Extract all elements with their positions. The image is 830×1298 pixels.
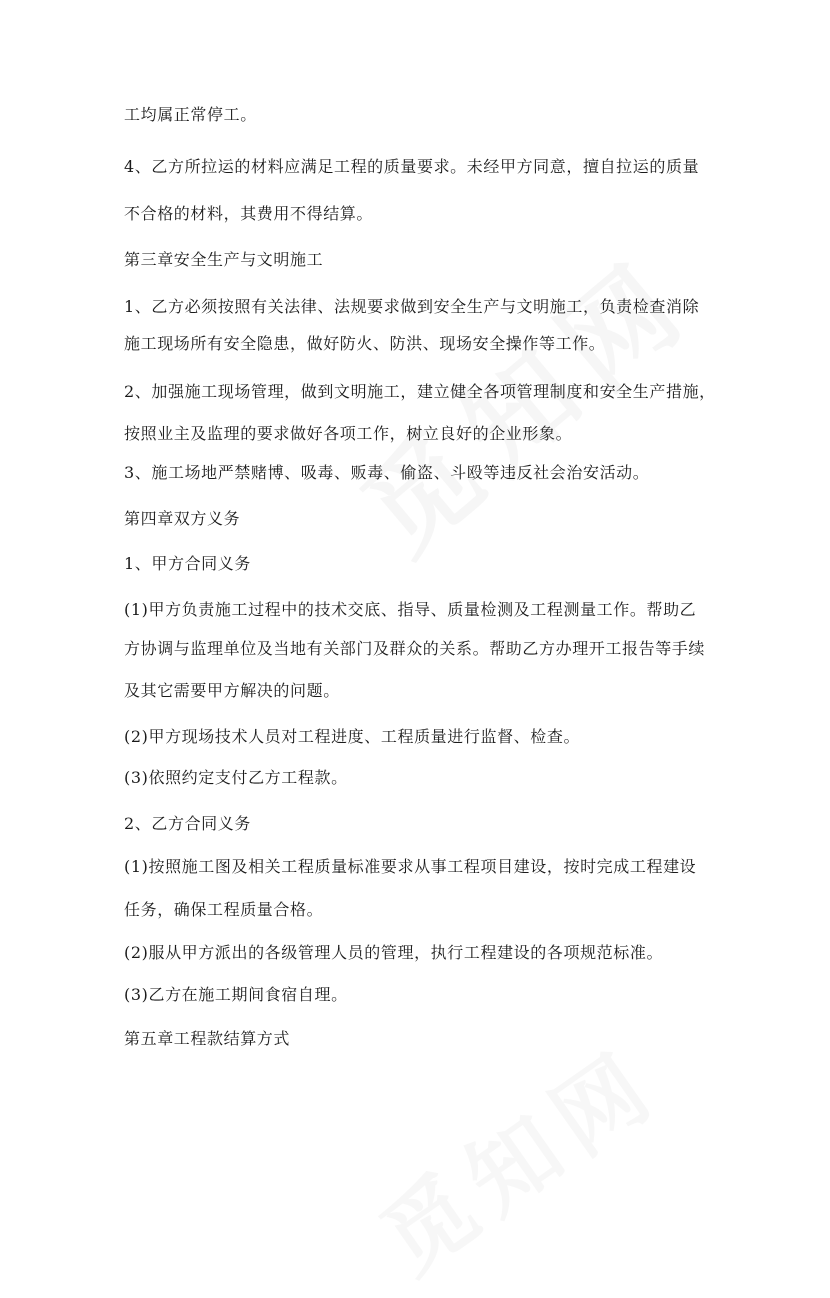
text-line: 及其它需要甲方解决的问题。 [124, 681, 340, 700]
text-line: 按照业主及监理的要求做好各项工作，树立良好的企业形象。 [124, 424, 573, 443]
chapter-heading: 第四章双方义务 [124, 509, 241, 528]
text-line: 不合格的材料，其费用不得结算。 [124, 204, 374, 223]
text-line: 施工现场所有安全隐患，做好防火、防洪、现场安全操作等工作。 [124, 334, 606, 353]
section-heading: 2、乙方合同义务 [124, 814, 251, 833]
text-line: (1)按照施工图及相关工程质量标准要求从事工程项目建设，按时完成工程建设 [124, 857, 697, 876]
text-line: 1、乙方必须按照有关法律、法规要求做到安全生产与文明施工，负责检查消除 [124, 297, 700, 316]
section-heading: 1、甲方合同义务 [124, 554, 251, 573]
text-line: (3)依照约定支付乙方工程款。 [124, 768, 348, 787]
text-line: 3、施工场地严禁赌博、吸毒、贩毒、偷盗、斗殴等违反社会治安活动。 [124, 463, 650, 482]
text-line: (2)服从甲方派出的各级管理人员的管理，执行工程建设的各项规范标准。 [124, 943, 664, 962]
text-line: 2、加强施工现场管理，做到文明施工，建立健全各项管理制度和安全生产措施， [124, 382, 716, 401]
text-line: (3)乙方在施工期间食宿自理。 [124, 985, 348, 1004]
text-line: 工均属正常停工。 [124, 105, 257, 124]
text-line: (2)甲方现场技术人员对工程进度、工程质量进行监督、检查。 [124, 727, 581, 746]
watermark-bottom [351, 1012, 681, 1297]
text-line: 方协调与监理单位及当地有关部门及群众的关系。帮助乙方办理开工报告等手续 [124, 639, 706, 658]
chapter-heading: 第三章安全生产与文明施工 [124, 250, 324, 269]
text-line: 任务，确保工程质量合格。 [124, 900, 324, 919]
text-line: (1)甲方负责施工过程中的技术交底、指导、质量检测及工程测量工作。帮助乙 [124, 600, 697, 619]
chapter-heading: 第五章工程款结算方式 [124, 1029, 291, 1048]
text-line: 4、乙方所拉运的材料应满足工程的质量要求。未经甲方同意，擅自拉运的质量 [124, 157, 700, 176]
